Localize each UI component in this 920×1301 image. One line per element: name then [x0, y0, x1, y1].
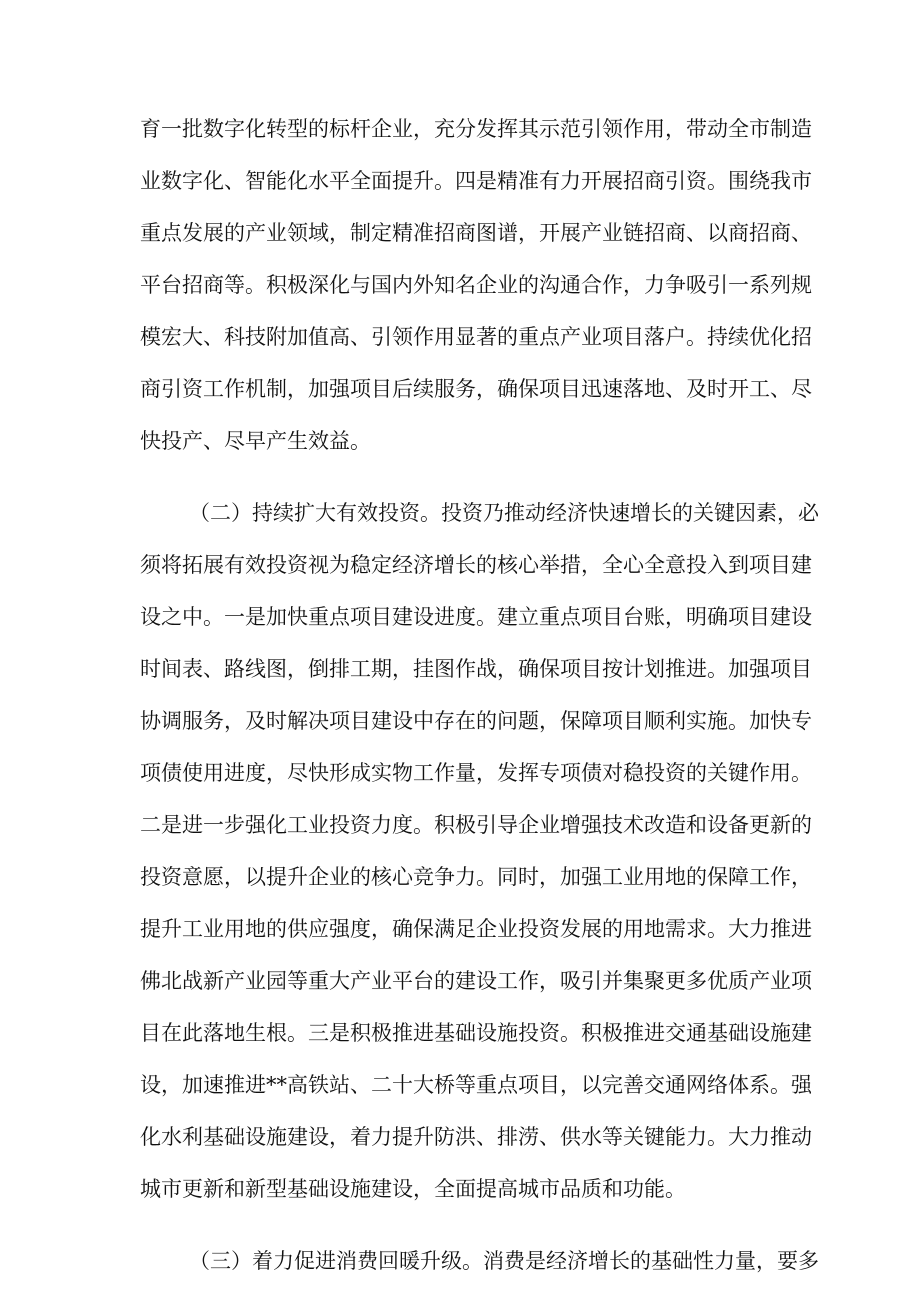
paragraph-2-line-12: 设，加速推进**高铁站、二十大桥等重点项目，以完善交通网络体系。强	[140, 1073, 812, 1097]
paragraph-2-line-1: （二）持续扩大有效投资。投资乃推动经济快速增长的关键因素，必	[189, 501, 819, 525]
paragraph-1-line-6: 商引资工作机制，加强项目后续服务，确保项目迅速落地、及时开工、尽	[140, 377, 812, 401]
paragraph-2-line-6: 项债使用进度，尽快形成实物工作量，发挥专项债对稳投资的关键作用。	[140, 761, 812, 785]
paragraph-2-line-7: 二是进一步强化工业投资力度。积极引导企业增强技术改造和设备更新的	[140, 813, 812, 837]
paragraph-2-line-2: 须将拓展有效投资视为稳定经济增长的核心举措，全心全意投入到项目建	[140, 553, 812, 577]
paragraph-1-line-5: 模宏大、科技附加值高、引领作用显著的重点产业项目落户。持续优化招	[140, 325, 812, 349]
paragraph-2-line-14: 城市更新和新型基础设施建设，全面提高城市品质和功能。	[140, 1177, 686, 1201]
paragraph-2-line-8: 投资意愿，以提升企业的核心竞争力。同时，加强工业用地的保障工作，	[140, 865, 812, 889]
paragraph-1-line-1: 育一批数字化转型的标杆企业，充分发挥其示范引领作用，带动全市制造	[140, 117, 812, 141]
paragraph-1-line-7: 快投产、尽早产生效益。	[140, 429, 371, 453]
paragraph-3-line-1: （三）着力促进消费回暖升级。消费是经济增长的基础性力量，要多	[189, 1249, 819, 1273]
paragraph-2-line-5: 协调服务，及时解决项目建设中存在的问题，保障项目顺利实施。加快专	[140, 709, 812, 733]
paragraph-1-line-3: 重点发展的产业领域，制定精准招商图谱，开展产业链招商、以商招商、	[140, 221, 812, 245]
paragraph-2-line-9: 提升工业用地的供应强度，确保满足企业投资发展的用地需求。大力推进	[140, 917, 812, 941]
paragraph-2-line-10: 佛北战新产业园等重大产业平台的建设工作，吸引并集聚更多优质产业项	[140, 969, 812, 993]
paragraph-2-line-13: 化水利基础设施建设，着力提升防洪、排涝、供水等关键能力。大力推动	[140, 1125, 812, 1149]
paragraph-2-line-11: 目在此落地生根。三是积极推进基础设施投资。积极推进交通基础设施建	[140, 1021, 812, 1045]
paragraph-1-line-2: 业数字化、智能化水平全面提升。四是精准有力开展招商引资。围绕我市	[140, 169, 812, 193]
paragraph-1-line-4: 平台招商等。积极深化与国内外知名企业的沟通合作，力争吸引一系列规	[140, 273, 812, 297]
paragraph-2-line-3: 设之中。一是加快重点项目建设进度。建立重点项目台账，明确项目建设	[140, 605, 812, 629]
paragraph-2-line-4: 时间表、路线图，倒排工期，挂图作战，确保项目按计划推进。加强项目	[140, 657, 812, 681]
